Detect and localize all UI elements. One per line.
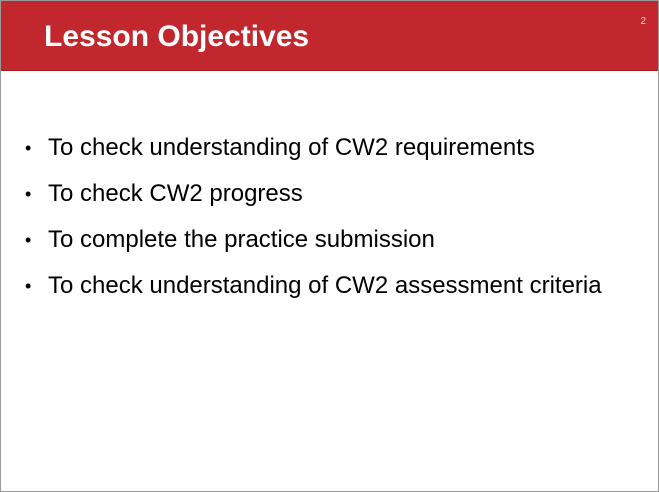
slide-title: Lesson Objectives xyxy=(44,20,310,53)
title-bar xyxy=(1,1,658,71)
bullet-icon: • xyxy=(25,138,32,158)
bullet-icon: • xyxy=(25,276,32,296)
objective-text: To check understanding of CW2 requirements xyxy=(48,134,535,161)
objective-item xyxy=(25,125,625,171)
objective-text: To check understanding of CW2 assessment criteria xyxy=(48,272,602,299)
objective-item xyxy=(25,217,625,263)
bullet-icon: • xyxy=(25,230,32,250)
objective-text: To check CW2 progress xyxy=(48,180,303,207)
slide-number: 2 xyxy=(640,16,646,27)
objectives-list xyxy=(25,125,625,309)
objective-item xyxy=(25,171,625,217)
bullet-icon: • xyxy=(25,184,32,204)
objective-text: To complete the practice submission xyxy=(48,226,435,253)
objective-item xyxy=(25,263,625,309)
